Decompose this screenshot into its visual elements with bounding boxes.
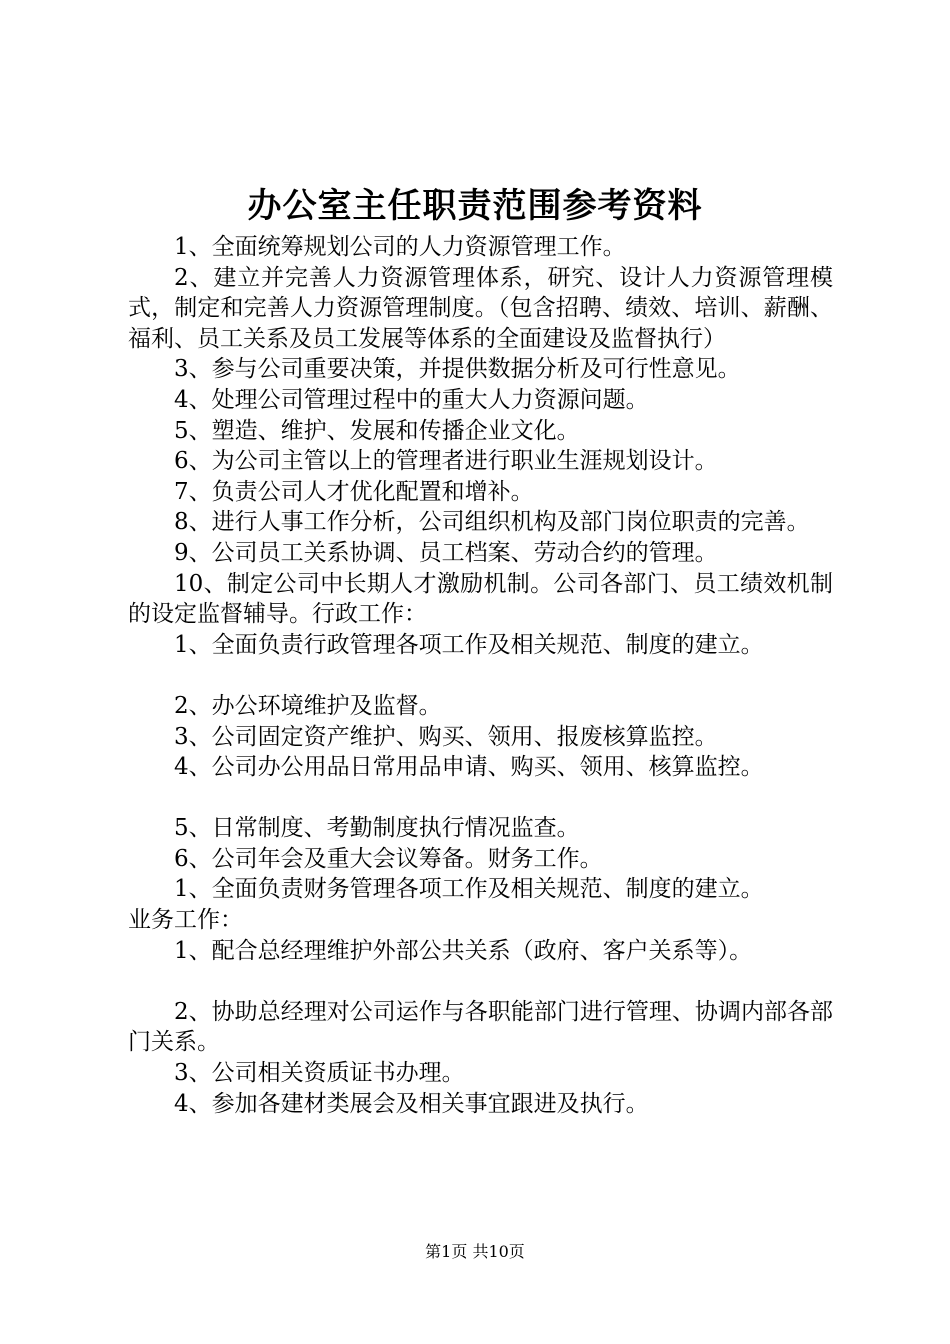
paragraph: 1、全面负责财务管理各项工作及相关规范、制度的建立。 — [174, 876, 764, 903]
paragraph: 8、进行人事工作分析，公司组织机构及部门岗位职责的完善。 — [174, 509, 810, 536]
paragraph: 6、公司年会及重大会议筹备。财务工作。 — [174, 845, 603, 872]
paragraph: 4、处理公司管理过程中的重大人力资源问题。 — [174, 386, 649, 413]
paragraph: 4、参加各建材类展会及相关事宜跟进及执行。 — [174, 1090, 649, 1117]
paragraph: 1、全面统筹规划公司的人力资源管理工作。 — [174, 234, 626, 260]
paragraph: 2、办公环境维护及监督。 — [174, 692, 442, 719]
document-body — [128, 232, 833, 1119]
paragraph: 4、公司办公用品日常用品申请、购买、领用、核算监控。 — [174, 754, 764, 781]
paragraph: 5、日常制度、考勤制度执行情况监查。 — [174, 815, 580, 842]
document-title: 办公室主任职责范围参考资料 — [247, 186, 703, 226]
paragraph: 3、公司固定资产维护、购买、领用、报废核算监控。 — [174, 723, 718, 750]
paragraph: 3、公司相关资质证书办理。 — [174, 1060, 465, 1087]
paragraph: 9、公司员工关系协调、员工档案、劳动合约的管理。 — [174, 539, 718, 566]
paragraph: 7、负责公司人才优化配置和增补。 — [174, 478, 534, 505]
paragraph: 5、塑造、维护、发展和传播企业文化。 — [174, 417, 580, 444]
paragraph: 10、制定公司中长期人才激励机制。公司各部门、员工绩效机制的设定监督辅导。行政工作： — [128, 570, 833, 628]
paragraph: 业务工作： — [128, 907, 243, 934]
page-number: 第1页 共10页 — [425, 1242, 525, 1261]
paragraph: 1、配合总经理维护外部公共关系（政府、客户关系等）。 — [174, 937, 753, 964]
paragraph: 2、协助总经理对公司运作与各职能部门进行管理、协调内部各部门关系。 — [128, 998, 833, 1056]
paragraph: 3、参与公司重要决策，并提供数据分析及可行性意见。 — [174, 356, 741, 383]
paragraph: 6、为公司主管以上的管理者进行职业生涯规划设计。 — [174, 448, 718, 475]
paragraph: 1、全面负责行政管理各项工作及相关规范、制度的建立。 — [174, 631, 764, 658]
paragraph: 2、建立并完善人力资源管理体系，研究、设计人力资源管理模式，制定和完善人力资源管理制度。（包含招聘、绩效、培训、薪酬、福利、员工关系及员工发展等体系的全面建设及监督执行） — [128, 264, 833, 352]
